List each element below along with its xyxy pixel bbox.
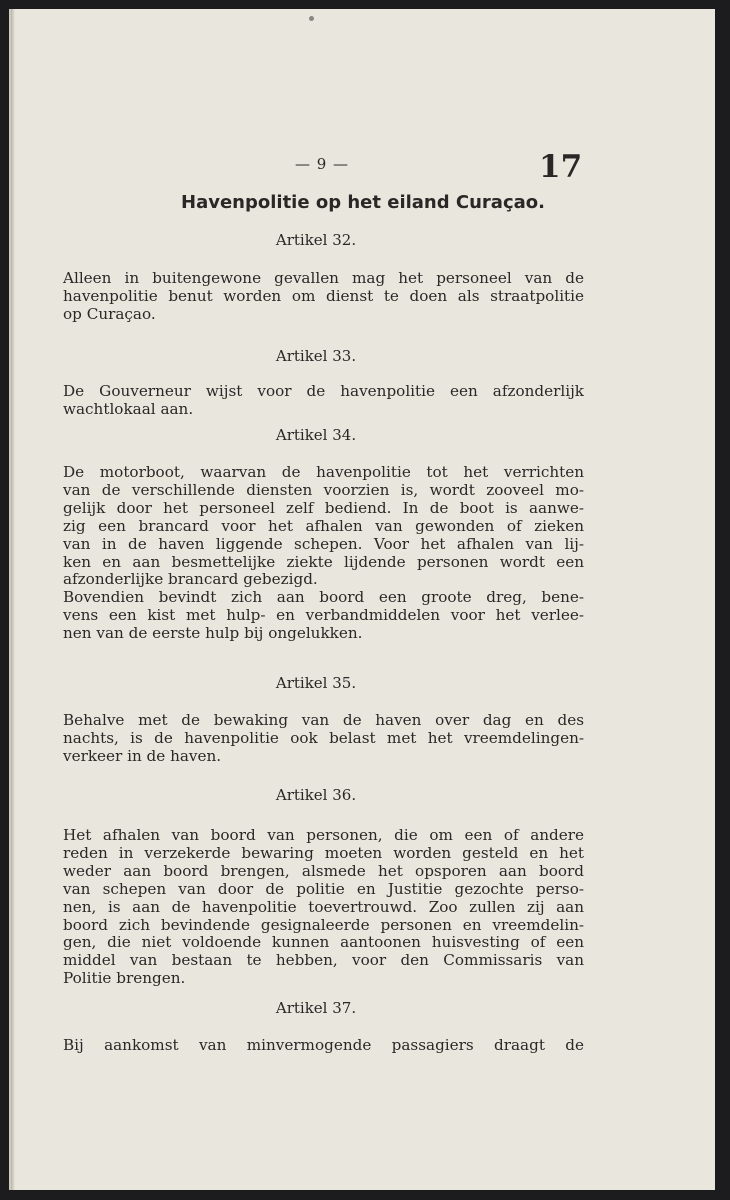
text-line: afzonderlijke brancard gebezigd. [63, 570, 318, 589]
text-line: wachtlokaal aan. [63, 399, 194, 418]
text-line: boord zich bevindende gesignaleerde personen en vreemdelin- [63, 915, 584, 934]
text-line: op Curaçao. [63, 304, 156, 323]
text-line: van in de haven liggende schepen. Voor het afhalen van lij- [63, 534, 584, 553]
page-mark [309, 16, 314, 21]
text-line: Het afhalen van boord van personen, die om een of andere [63, 826, 584, 844]
text-line: Alleen in buitengewone gevallen mag het personeel van de [63, 269, 584, 287]
document-page [9, 9, 715, 1190]
text-line: nachts, is de havenpolitie ook belast met het vreemdelingen- [63, 728, 584, 747]
text-line: vens een kist met hulp- en verbandmiddelen voor het verlee- [63, 606, 584, 625]
article-34-text [63, 464, 584, 643]
text-line: De Gouverneur wijst voor de havenpolitie een afzonderlijk [63, 382, 584, 400]
text-line: Politie brengen. [63, 969, 186, 988]
article-32-text [63, 270, 584, 324]
article-heading-33: Artikel 33. [275, 347, 357, 365]
article-heading-35: Artikel 35. [275, 674, 357, 692]
page-number: — 9 — [294, 155, 350, 173]
text-line: Behalve met de bewaking van de haven over dag en des [63, 711, 584, 729]
article-heading-32: Artikel 32. [275, 231, 357, 249]
text-line: middel van bestaan te hebben, voor den Commissaris van [63, 951, 584, 970]
text-line: gen, die niet voldoende kunnen aantoonen huisvesting of een [63, 933, 584, 952]
article-37-text [63, 1037, 584, 1055]
text-line: ken en aan besmettelijke ziekte lijdende personen wordt een [63, 552, 584, 571]
article-33-text [63, 383, 584, 419]
text-line: Bovendien bevindt zich aan boord een groote dreg, bene- [63, 588, 584, 607]
text-line: verkeer in de haven. [63, 746, 222, 765]
article-36-text [63, 827, 584, 988]
text-line: zig een brancard voor het afhalen van gewonden of zieken [63, 516, 584, 535]
text-line: havenpolitie benut worden om dienst te doen als straatpolitie [63, 286, 584, 305]
text-line: nen, is aan de havenpolitie toevertrouwd. Zoo zullen zij aan [63, 897, 584, 916]
page-title: Havenpolitie op het eiland Curaçao. [181, 192, 545, 213]
article-35-text [63, 712, 584, 766]
text-line: Bij aankomst van minvermogende passagiers draagt de [63, 1036, 584, 1054]
text-line: De motorboot, waarvan de havenpolitie tot het verrichten [63, 463, 584, 481]
text-line: nen van de eerste hulp bij ongelukken. [63, 624, 363, 643]
folio-number: 17 [539, 149, 583, 185]
text-line: gelijk door het personeel zelf bediend. In de boot is aanwe- [63, 498, 584, 517]
article-heading-34: Artikel 34. [275, 426, 357, 444]
text-line: van schepen van door de politie en Justitie gezochte perso- [63, 879, 584, 898]
article-heading-36: Artikel 36. [275, 786, 357, 804]
text-line: reden in verzekerde bewaring moeten worden gesteld en het [63, 843, 584, 862]
text-line: van de verschillende diensten voorzien is, wordt zooveel mo- [63, 480, 584, 499]
article-heading-37: Artikel 37. [275, 999, 357, 1017]
text-line: weder aan boord brengen, alsmede het opsporen aan boord [63, 861, 584, 880]
